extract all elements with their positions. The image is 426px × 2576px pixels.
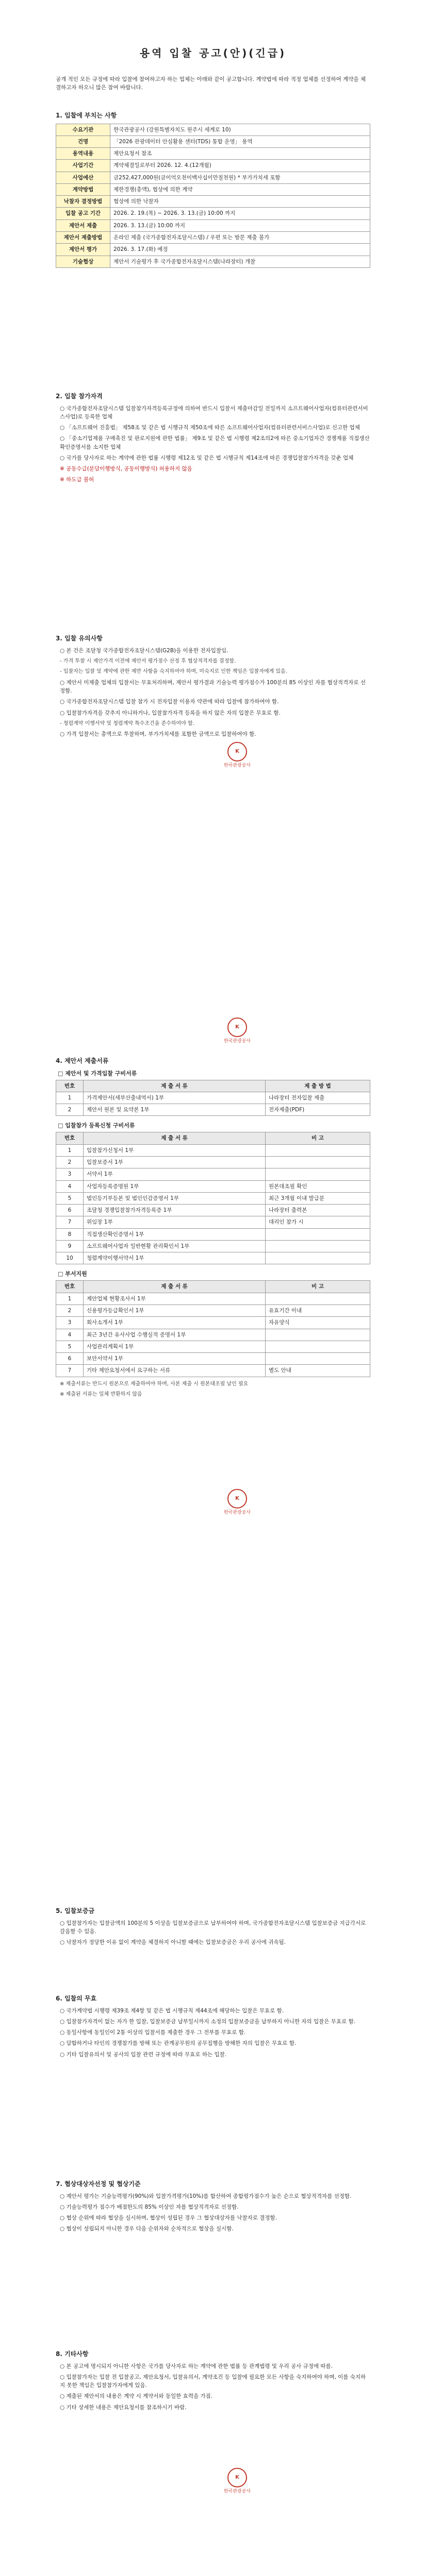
paragraph: ○ 본 공고에 명시되지 아니한 사항은 국가를 당사자로 하는 계약에 관한 법률 등 관계법령 및 우리 공사 규정에 따름.: [60, 2363, 333, 2369]
row-key: 제안서 제출: [56, 219, 110, 231]
document-header: [62, 45, 364, 61]
organization-seal: [217, 742, 258, 773]
cell: 2: [56, 1304, 84, 1316]
section-documents: [56, 1056, 370, 1401]
paragraph: ○ 제안서 평가는 기술능력평가(90%)와 입찰가격평가(10%)를 합산하여 종합평가점수가 높은 순으로 협상적격자를 선정함.: [60, 2193, 352, 2199]
organization-seal: [217, 1018, 258, 1048]
seal-icon: K: [227, 1489, 247, 1509]
section-bid-items: [56, 111, 370, 268]
table-row: [56, 1353, 370, 1365]
paragraph: ※ 공동수급(분담이행방식, 공동이행방식) 허용하지 않음: [60, 466, 192, 472]
cell: 6: [56, 1205, 84, 1216]
section-title: 8. 기타사항: [56, 2350, 89, 2358]
organization-seal: [217, 1489, 258, 1520]
cell: [266, 1341, 370, 1352]
cell: 4: [56, 1329, 84, 1341]
page-title: 용역 입찰 공고(안)(긴급): [139, 47, 287, 59]
table-row: [56, 1216, 370, 1228]
row-key: 낙찰자 결정방법: [56, 196, 110, 208]
paragraph: ○ 기타 입찰유의서 및 공사의 입찰 관련 규정에 따라 무효로 하는 입찰.: [60, 2051, 227, 2058]
cell: 서약서 1부: [84, 1168, 266, 1180]
paragraph: ○ 동일사항에 동일인이 2통 이상의 입찰서를 제출한 경우 그 전부를 무효로 함.: [60, 2029, 246, 2036]
section-title: 6. 입찰의 무효: [56, 1995, 97, 2002]
row-value: 제안요청서 참조: [110, 148, 370, 160]
cell: 2: [56, 1104, 84, 1116]
cell: 5: [56, 1192, 84, 1204]
table-row: [56, 231, 370, 243]
table-row: [56, 148, 370, 160]
table-row: [56, 208, 370, 219]
cell: 2: [56, 1157, 84, 1168]
cell: 나라장터 출력본: [266, 1205, 370, 1216]
column-header: 비 고: [266, 1132, 370, 1144]
row-key: 용역내용: [56, 148, 110, 160]
cell: 전자제출(PDF): [266, 1104, 370, 1116]
column-header: 제 출 서 류: [84, 1080, 266, 1092]
section-qualification: [56, 392, 370, 487]
cell: [266, 1353, 370, 1365]
row-key: 제안서 평가: [56, 244, 110, 256]
paragraph: ○ 낙찰자가 정당한 이유 없이 계약을 체결하지 아니할 때에는 입찰보증금은 우리 공사에 귀속됨.: [60, 1939, 286, 1946]
section-deposit: [56, 1906, 370, 1949]
seal-icon: K: [227, 1018, 247, 1037]
section-title: 7. 협상대상자선정 및 협상기준: [56, 2180, 141, 2188]
table-row: [56, 183, 370, 195]
table-row: [56, 1240, 370, 1252]
note: ※ 제출서류는 반드시 원본으로 제출하여야 하며, 사본 제출 시 원본대조필 날인 필요: [60, 1381, 249, 1387]
cell: 사업관리계획서 1부: [84, 1341, 266, 1352]
cell: 원본대조필 확인: [266, 1180, 370, 1192]
cell: 소프트웨어사업자 일반현황 관리확인서 1부: [84, 1240, 266, 1252]
table-row: [56, 1205, 370, 1216]
subsection-title: □ 제안서 및 가격입찰 구비서류: [58, 1070, 137, 1077]
paragraph: ○ 국가종합전자조달시스템 입찰참가자격등록규정에 의하여 반드시 입찰서 제출마감일 전일까지 소프트웨어사업자(컴퓨터관련서비스사업)로 등록한 업체: [60, 405, 368, 420]
cell: 7: [56, 1365, 84, 1377]
cell: 제안업체 현황조사서 1부: [84, 1293, 266, 1304]
seal-icon: K: [227, 742, 247, 761]
table-row: [56, 196, 370, 208]
paragraph: ○ 협상 순위에 따라 협상을 실시하며, 협상이 성립된 경우 그 협상대상자를 낙찰자로 결정함.: [60, 2215, 277, 2222]
cell: 제안서 원본 및 요약본 1부: [84, 1104, 266, 1116]
row-value: 제한경쟁(총액), 협상에 의한 계약: [110, 183, 370, 195]
paragraph: ○ 「소프트웨어 진흥법」 제58조 및 같은 법 시행규칙 제50조에 따른 소프트웨어사업자(컴퓨터관련서비스사업)로 신고한 업체: [60, 425, 360, 431]
cell: [266, 1168, 370, 1180]
row-value: 금252,427,000원(금이억오천이백사십이만칠천원) * 부가가치세 포함: [110, 172, 370, 183]
table-row: [56, 244, 370, 256]
cell: 입찰참가신청서 1부: [84, 1144, 266, 1156]
paragraph: - 입찰자는 입찰 및 계약에 관한 제반 사항을 숙지하여야 하며, 미숙지로 인한 책임은 입찰자에게 있음.: [60, 669, 287, 675]
cell: [266, 1329, 370, 1341]
cell: 가격제안서(세부산출내역서) 1부: [84, 1092, 266, 1104]
row-value: 「2026 관광데이터 안심활용 센터(TDS) 통합 운영」 용역: [110, 135, 370, 147]
table-row: [56, 1329, 370, 1341]
row-value: 제안서 기술평가 후 국가종합전자조달시스템(나라장터) 개찰: [110, 256, 370, 267]
intro-text: 공개 적인 모든 규정에 따라 입찰에 참여하고자 하는 업체는 아래와 같이 공고합니다. 계약법에 따라 적정 업체를 선정하여 계약을 체결하고자 하오니 많은 참여 바랍니다.: [56, 76, 366, 91]
row-key: 건명: [56, 135, 110, 147]
table-row: [56, 1304, 370, 1316]
row-key: 제안서 제출방법: [56, 231, 110, 243]
cell: 3: [56, 1317, 84, 1329]
cell: 사업자등록증명원 1부: [84, 1180, 266, 1192]
cell: 법인등기부등본 및 법인인감증명서 1부: [84, 1192, 266, 1204]
paragraph: ○ 「중소기업제품 구매촉진 및 판로지원에 관한 법률」 제9조 및 같은 법 시행령 제2조의2에 따른 중소기업자간 경쟁제품 직접생산확인증명서를 소지한 업체: [60, 435, 370, 450]
table-row: [56, 1341, 370, 1352]
subsection-title: □ 입찰참가 등록신청 구비서류: [58, 1122, 135, 1129]
paragraph: ○ 입찰참가자격을 갖추지 아니하거나, 입찰참가자격 등록을 하지 않은 자의 입찰은 무효로 함.: [60, 709, 281, 716]
column-header: 번호: [56, 1132, 84, 1144]
cell: 10: [56, 1252, 84, 1264]
section-title: 4. 제안서 제출서류: [56, 1057, 109, 1064]
paragraph: ○ 협상이 성립되지 아니한 경우 다음 순위자와 순차적으로 협상을 실시함.: [60, 2226, 234, 2232]
cell: 조달청 경쟁입찰참가자격등록증 1부: [84, 1205, 266, 1216]
seal-icon: K: [227, 2468, 247, 2487]
row-value: 2026. 3. 17.(화) 예정: [110, 244, 370, 256]
documents-table-b: [56, 1132, 370, 1264]
cell: 최근 3개월 이내 발급분: [266, 1192, 370, 1204]
table-row: [56, 1293, 370, 1304]
paragraph: ○ 가격 입찰서는 총액으로 투찰하며, 부가가치세를 포함한 금액으로 입찰하여야 함.: [60, 731, 256, 738]
cell: 보안서약서 1부: [84, 1353, 266, 1365]
cell: 최근 3년간 유사사업 수행실적 증명서 1부: [84, 1329, 266, 1341]
column-header: 제 출 방 법: [266, 1080, 370, 1092]
table-row: [56, 135, 370, 147]
row-key: 입찰 공고 기간: [56, 208, 110, 219]
cell: 기타 제안요청서에서 요구하는 서류: [84, 1365, 266, 1377]
cell: 8: [56, 1228, 84, 1240]
row-key: 계약방법: [56, 183, 110, 195]
paragraph: ○ 국가를 당사자로 하는 계약에 관한 법률 시행령 제12조 및 같은 법 시행규칙 제14조에 따른 경쟁입찰참가자격을 갖춘 업체: [60, 454, 354, 461]
paragraph: ○ 입찰참가자격이 없는 자가 한 입찰, 입찰보증금 납부일시까지 소정의 입찰보증금을 납부하지 아니한 자의 입찰은 무효로 함.: [60, 2018, 356, 2025]
section-title: 5. 입찰보증금: [56, 1907, 95, 1914]
row-value: 협상에 의한 낙찰자: [110, 196, 370, 208]
cell: 나라장터 전자입찰 제출: [266, 1092, 370, 1104]
table-row: [56, 1252, 370, 1264]
table-row: [56, 160, 370, 172]
row-value: 2026. 2. 19.(목) ~ 2026. 3. 13.(금) 10:00 까지: [110, 208, 370, 219]
seal-label: 한국관광공사: [223, 763, 251, 768]
bid-items-table: [56, 124, 370, 268]
cell: 3: [56, 1168, 84, 1180]
cell: [266, 1240, 370, 1252]
cell: [266, 1252, 370, 1264]
cell: 직접생산확인증명서 1부: [84, 1228, 266, 1240]
cell: 5: [56, 1341, 84, 1352]
cell: 1: [56, 1293, 84, 1304]
table-row: [56, 256, 370, 267]
paragraph: - 가격 투찰 시 제안가격 이전에 제안서 평가점수 산정 후 협상적격자를 결정함.: [60, 658, 236, 664]
organization-seal: [217, 2468, 258, 2499]
section-misc: [56, 2349, 370, 2414]
cell: 위임장 1부: [84, 1216, 266, 1228]
table-header-row: [56, 1080, 370, 1092]
cell: 입찰보증서 1부: [84, 1157, 266, 1168]
cell: 1: [56, 1092, 84, 1104]
cell: [266, 1157, 370, 1168]
section-negotiation: [56, 2179, 370, 2236]
cell: 7: [56, 1216, 84, 1228]
paragraph: ○ 입찰참가자는 입찰금액의 100분의 5 이상을 입찰보증금으로 납부하여야 하며, 국가종합전자조달시스템 입찰보증금 지급각서로 갈음할 수 있음.: [60, 1920, 366, 1935]
table-row: [56, 124, 370, 135]
paragraph: ○ 입찰참가자는 입찰 전 입찰공고, 제안요청서, 입찰유의서, 계약조건 등 입찰에 필요한 모든 사항을 숙지하여야 하며, 이를 숙지하지 못한 책임은 입찰참가자에게 있음.: [60, 2374, 366, 2389]
section-title: 2. 입찰 참가자격: [56, 393, 103, 400]
table-row: [56, 1228, 370, 1240]
table-row: [56, 1144, 370, 1156]
paragraph: ○ 국가계약법 시행령 제39조 제4항 및 같은 법 시행규칙 제44조에 해당하는 입찰은 무효로 함.: [60, 2007, 284, 2014]
paragraph: ○ 제출된 제안서의 내용은 계약 시 계약서와 동일한 효력을 가짐.: [60, 2393, 213, 2400]
seal-label: 한국관광공사: [223, 1039, 251, 1044]
table-row: [56, 219, 370, 231]
table-row: [56, 1157, 370, 1168]
note: ※ 제출된 서류는 일체 반환하지 않음: [60, 1392, 142, 1398]
cell: [266, 1228, 370, 1240]
seal-label: 한국관광공사: [223, 1510, 251, 1515]
documents-table-c: [56, 1280, 370, 1377]
cell: 6: [56, 1353, 84, 1365]
table-row: [56, 172, 370, 183]
table-row: [56, 1104, 370, 1116]
column-header: 번호: [56, 1080, 84, 1092]
table-row: [56, 1192, 370, 1204]
column-header: 제 출 서 류: [84, 1132, 266, 1144]
cell: 청렴계약이행서약서 1부: [84, 1252, 266, 1264]
seal-label: 한국관광공사: [223, 2489, 251, 2494]
row-value: 온라인 제출 (국가종합전자조달시스템) / 우편 또는 방문 제출 불가: [110, 231, 370, 243]
table-row: [56, 1168, 370, 1180]
row-key: 기술협상: [56, 256, 110, 267]
cell: 4: [56, 1180, 84, 1192]
column-header: 번호: [56, 1281, 84, 1293]
row-value: 2026. 3. 13.(금) 10:00 까지: [110, 219, 370, 231]
cell: 9: [56, 1240, 84, 1252]
table-header-row: [56, 1281, 370, 1293]
column-header: 제 출 서 류: [84, 1281, 266, 1293]
cell: 신용평가등급확인서 1부: [84, 1304, 266, 1316]
paragraph: ○ 기술능력평가 점수가 배점한도의 85% 이상인 자를 협상적격자로 선정함.: [60, 2204, 239, 2210]
cell: 대리인 참가 시: [266, 1216, 370, 1228]
paragraph: ○ 국가종합전자조달시스템 입찰 참가 시 전자입찰 이용자 약관에 따라 입찰에 참가하여야 함.: [60, 699, 279, 705]
table-row: [56, 1365, 370, 1377]
cell: [266, 1144, 370, 1156]
row-value: 계약체결일로부터 2026. 12. 4.(12개월): [110, 160, 370, 172]
paragraph: ○ 담합하거나 타인의 경쟁참가를 방해 또는 관계공무원의 공무집행을 방해한 자의 입찰은 무효로 함.: [60, 2040, 297, 2047]
paragraph: - 청렴계약 이행서약 및 청렴계약 특수조건을 준수하여야 함.: [60, 720, 194, 726]
documents-table-a: [56, 1080, 370, 1116]
row-key: 사업기간: [56, 160, 110, 172]
cell: 유효기간 이내: [266, 1304, 370, 1316]
section-title: 3. 입찰 유의사항: [56, 635, 103, 642]
section-title: 1. 입찰에 부치는 사항: [56, 112, 117, 119]
cell: 별도 안내: [266, 1365, 370, 1377]
table-header-row: [56, 1132, 370, 1144]
row-key: 사업예산: [56, 172, 110, 183]
section-notice: [56, 634, 370, 741]
cell: 자유양식: [266, 1317, 370, 1329]
row-value: 한국관광공사 (강원특별자치도 원주시 세계로 10): [110, 124, 370, 135]
paragraph: ○ 제안서 미제출 업체의 입찰서는 무효처리하며, 제안서 평가결과 기술능력 평가점수가 100분의 85 이상인 자를 협상적격자로 선정함.: [60, 679, 366, 694]
table-row: [56, 1092, 370, 1104]
paragraph: ※ 하도급 불허: [60, 477, 94, 483]
section-invalid: [56, 1994, 370, 2061]
subsection-title: □ 부서지원: [58, 1270, 87, 1278]
cell: 회사소개서 1부: [84, 1317, 266, 1329]
cell: 1: [56, 1144, 84, 1156]
paragraph: ○ 본 건은 조달청 국가종합전자조달시스템(G2B)을 이용한 전자입찰임.: [60, 647, 228, 654]
cell: [266, 1293, 370, 1304]
row-key: 수요기관: [56, 124, 110, 135]
table-row: [56, 1317, 370, 1329]
paragraph: ○ 기타 상세한 내용은 제안요청서를 참조하시기 바람.: [60, 2404, 187, 2411]
column-header: 비 고: [266, 1281, 370, 1293]
table-row: [56, 1180, 370, 1192]
